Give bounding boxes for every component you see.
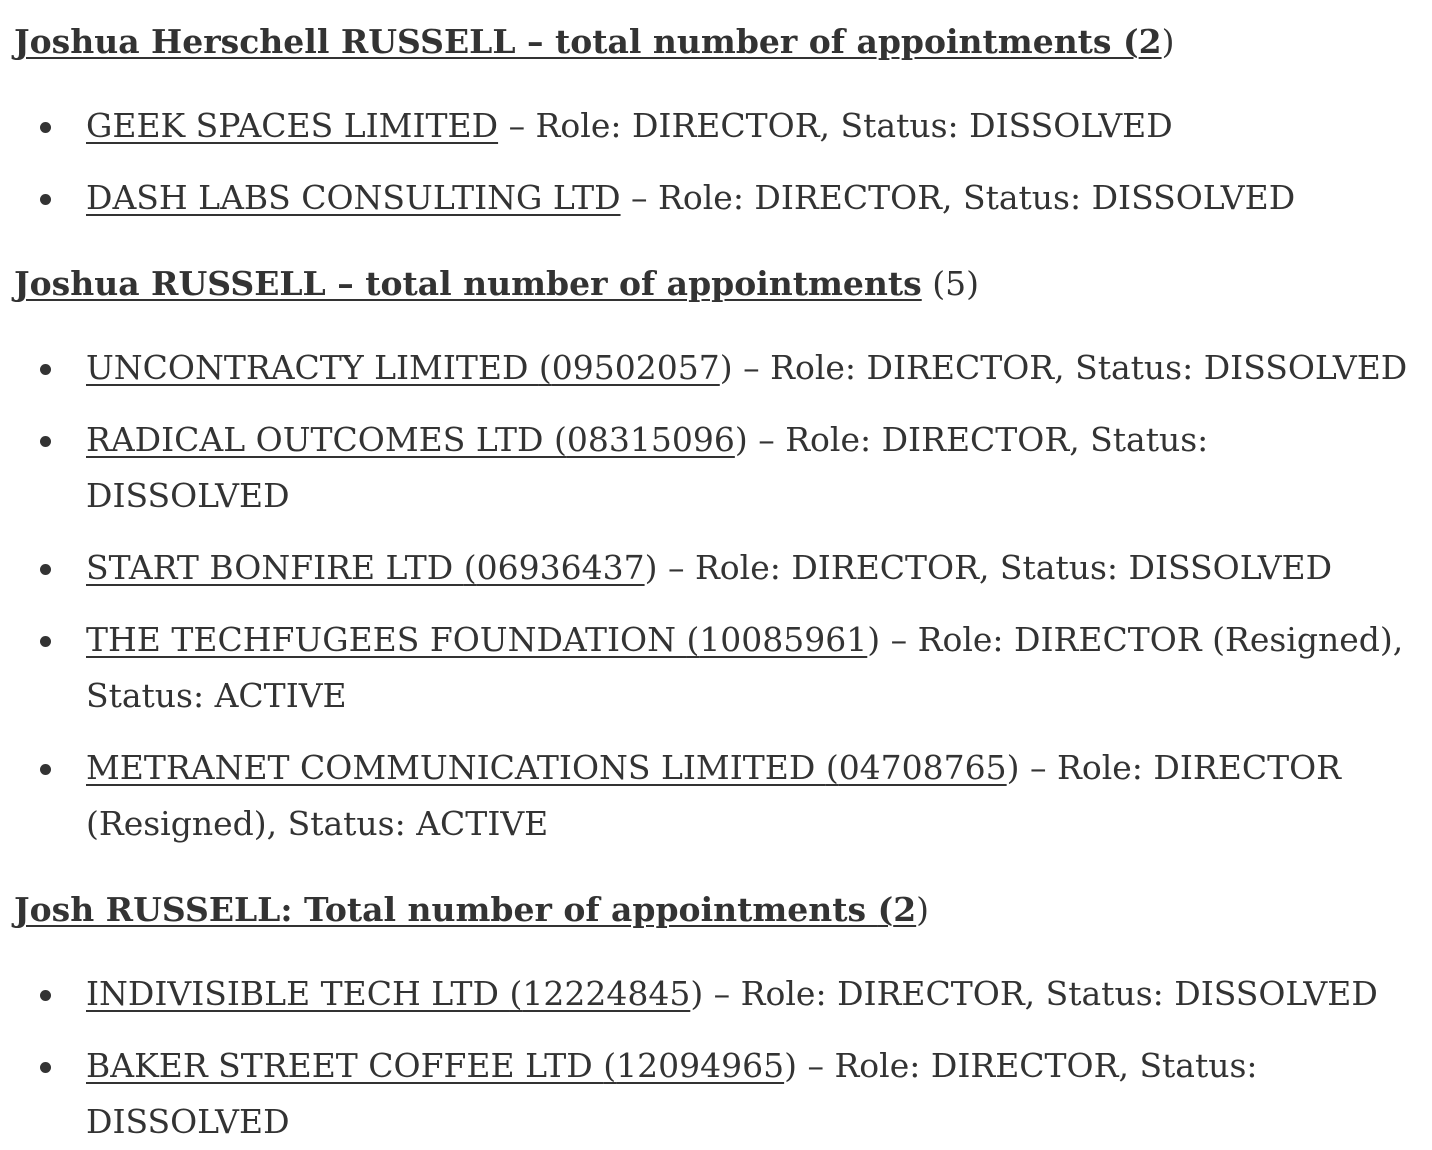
appointment-detail: – Role: DIRECTOR (Resigned), Status: ACTIVE xyxy=(86,748,1342,843)
company-link-indivisible-tech[interactable] xyxy=(86,974,690,1013)
list-item xyxy=(86,170,1418,226)
company-name: BAKER STREET COFFEE LTD xyxy=(86,1046,604,1085)
appointment-count: 2 xyxy=(1138,22,1162,61)
appointment-detail: – Role: DIRECTOR, Status: DISSOLVED xyxy=(657,548,1333,587)
officer-link-joshua-russell[interactable]: Joshua RUSSELL – total number of appointments xyxy=(14,264,922,303)
number-open-paren: ( xyxy=(554,420,567,459)
appointment-count: 5 xyxy=(945,264,967,303)
list-item xyxy=(86,412,1418,524)
list-item xyxy=(86,740,1418,852)
number-close-paren: ) xyxy=(784,1046,797,1085)
company-link-geek-spaces[interactable]: GEEK SPACES LIMITED xyxy=(86,106,499,145)
appointment-detail: – Role: DIRECTOR, Status: DISSOLVED xyxy=(620,178,1296,217)
number-open-paren: ( xyxy=(538,348,552,387)
section-heading-josh-russell xyxy=(14,882,1418,938)
appointments-list xyxy=(14,966,1418,1150)
company-number: 09502057 xyxy=(551,348,720,387)
list-item xyxy=(86,1038,1418,1150)
number-close-paren: ) xyxy=(719,348,733,387)
appointment-detail: – Role: DIRECTOR, Status: DISSOLVED xyxy=(732,348,1408,387)
appointment-detail: – Role: DIRECTOR (Resigned), Status: ACTIVE xyxy=(86,620,1404,715)
number-open-paren: ( xyxy=(509,974,523,1013)
company-link-techfugees[interactable] xyxy=(86,620,867,659)
company-name: METRANET COMMUNICATIONS LIMITED xyxy=(86,748,826,787)
appointment-detail: – Role: DIRECTOR, Status: DISSOLVED xyxy=(86,1046,1258,1141)
company-link-uncontracty[interactable] xyxy=(86,348,720,387)
count-open-paren: ( xyxy=(921,264,946,303)
section-heading-joshua-herschell-russell xyxy=(14,14,1418,70)
appointments-list xyxy=(14,98,1418,226)
company-link-baker-street-coffee[interactable] xyxy=(86,1046,784,1085)
section-heading-joshua-russell xyxy=(14,256,1418,312)
company-number: 10085961 xyxy=(699,620,868,659)
list-item xyxy=(86,612,1418,724)
appointment-detail: – Role: DIRECTOR, Status: DISSOLVED xyxy=(498,106,1173,145)
list-item xyxy=(86,98,1418,154)
company-number: 06936437 xyxy=(476,548,645,587)
officer-link-joshua-herschell-russell[interactable] xyxy=(14,22,1162,61)
list-item xyxy=(86,540,1418,596)
count-open-paren: ( xyxy=(1123,22,1139,61)
officer-heading-text: Josh RUSSELL: Total number of appointments xyxy=(14,890,878,929)
appointment-count: 2 xyxy=(893,890,917,929)
officer-heading-text: Joshua Herschell RUSSELL – total number of appointments xyxy=(14,22,1123,61)
company-number: 04708765 xyxy=(838,748,1007,787)
count-close-paren: ) xyxy=(916,890,930,929)
appointments-list xyxy=(14,340,1418,852)
number-close-paren: ) xyxy=(867,620,881,659)
appointment-count-wrap xyxy=(922,264,979,303)
list-item xyxy=(86,340,1418,396)
number-close-paren: ) xyxy=(734,420,748,459)
count-close-paren: ) xyxy=(1161,22,1175,61)
appointment-detail: – Role: DIRECTOR, Status: DISSOLVED xyxy=(703,974,1378,1013)
company-number: 08315096 xyxy=(566,420,735,459)
company-name: UNCONTRACTY LIMITED xyxy=(86,348,539,387)
company-name: THE TECHFUGEES FOUNDATION xyxy=(86,620,687,659)
company-link-metranet[interactable] xyxy=(86,748,1007,787)
company-number: 12094965 xyxy=(616,1046,785,1085)
number-open-paren: ( xyxy=(603,1046,617,1085)
company-name: INDIVISIBLE TECH LTD xyxy=(86,974,510,1013)
list-item xyxy=(86,966,1418,1022)
appointment-detail: – Role: DIRECTOR, Status: DISSOLVED xyxy=(86,420,1209,515)
company-link-start-bonfire[interactable] xyxy=(86,548,645,587)
company-name: RADICAL OUTCOMES LTD xyxy=(86,420,554,459)
company-link-dash-labs[interactable]: DASH LABS CONSULTING LTD xyxy=(86,178,621,217)
count-close-paren: ) xyxy=(966,264,979,303)
number-close-paren: ) xyxy=(644,548,658,587)
company-number: 12224845 xyxy=(522,974,691,1013)
number-open-paren: ( xyxy=(825,748,839,787)
number-open-paren: ( xyxy=(686,620,700,659)
officer-link-josh-russell[interactable] xyxy=(14,890,916,929)
number-open-paren: ( xyxy=(463,548,477,587)
company-name: START BONFIRE LTD xyxy=(86,548,464,587)
number-close-paren: ) xyxy=(1006,748,1020,787)
number-close-paren: ) xyxy=(690,974,704,1013)
company-link-radical-outcomes[interactable] xyxy=(86,420,735,459)
count-open-paren: ( xyxy=(877,890,894,929)
